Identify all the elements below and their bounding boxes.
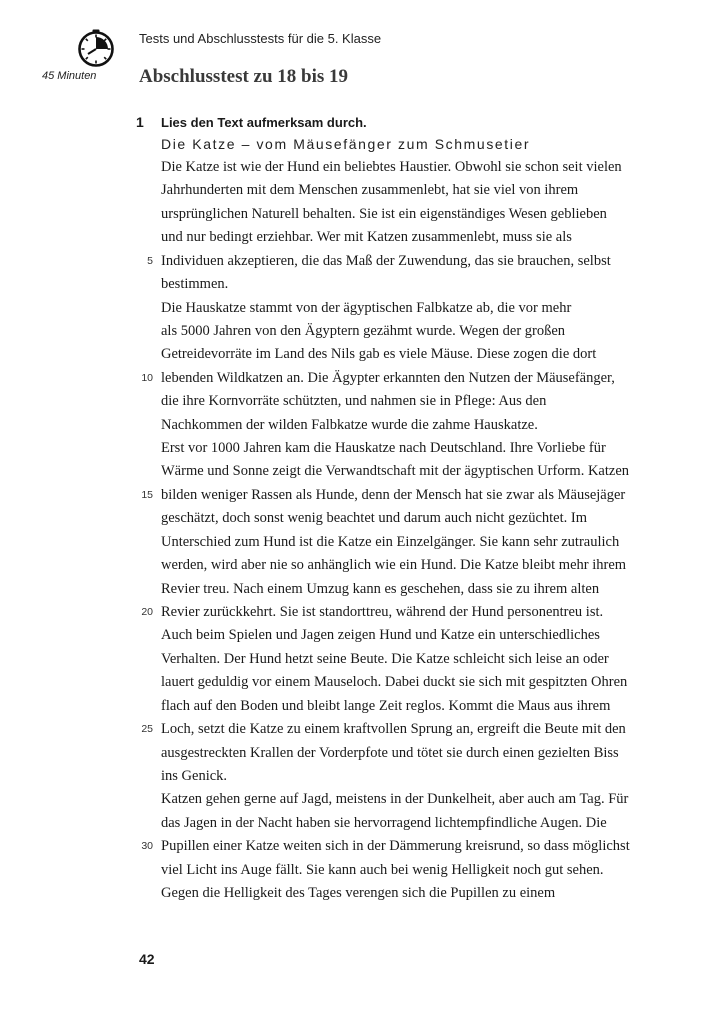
text-line	[161, 624, 691, 647]
text-line	[147, 250, 691, 273]
text-line	[141, 484, 691, 507]
text-line	[161, 671, 691, 694]
text-line	[161, 203, 691, 226]
text-title: Die Katze – vom Mäusefänger zum Schmusetier	[161, 136, 531, 152]
line-number: 10	[141, 371, 153, 384]
text-line	[161, 226, 691, 249]
line-text: Pupillen einer Katze weiten sich in der Dämmerung kreisrund, so dass möglichst	[161, 838, 630, 855]
line-text: Individuen akzeptieren, die das Maß der Zuwendung, das sie brauchen, selbst	[161, 252, 611, 269]
line-text: Wärme und Sonne zeigt die Verwandtschaft mit der ägyptischen Urform. Katzen	[161, 463, 630, 480]
line-text: lebenden Wildkatzen an. Die Ägypter erkannten den Nutzen der Mäusefänger,	[161, 369, 615, 386]
text-line	[161, 695, 691, 718]
text-line	[141, 718, 691, 741]
line-text: flach auf den Boden und bleibt lange Zeit reglos. Kommt die Maus aus ihrem	[161, 697, 611, 714]
text-line	[161, 812, 691, 835]
line-text: Die Katze ist wie der Hund ein beliebtes Haustier. Obwohl sie schon seit vielen	[161, 159, 622, 175]
line-text: als 5000 Jahren von den Ägyptern gezähmt wurde. Wegen der großen	[161, 322, 566, 339]
line-text: Getreidevorräte im Land des Nils gab es viele Mäuse. Diese zogen die dort	[161, 346, 597, 363]
text-line	[141, 601, 691, 624]
text-line	[161, 507, 691, 530]
line-number: 30	[141, 840, 153, 853]
text-line	[161, 765, 691, 788]
line-text: Auch beim Spielen und Jagen zeigen Hund und Katze ein unterschiedliches	[161, 627, 600, 644]
series-header: Tests und Abschlusstests für die 5. Klasse	[139, 31, 382, 46]
line-number: 20	[141, 606, 153, 619]
line-text: Revier zurückkehrt. Sie ist standorttreu, während der Hund personentreu ist.	[161, 604, 604, 621]
text-line	[161, 437, 691, 460]
line-text: Gegen die Helligkeit des Tages verengen sich die Pupillen zu einem	[161, 885, 556, 902]
text-line	[161, 742, 691, 765]
line-number: 15	[141, 488, 153, 501]
text-line	[161, 648, 691, 671]
line-text: Loch, setzt die Katze zu einem kraftvollen Sprung an, ergreift die Beute mit den	[161, 721, 626, 738]
line-text: Jahrhunderten mit dem Menschen zusammenlebt, hat sie viel von ihrem	[161, 182, 579, 199]
text-line	[161, 343, 691, 366]
clock-icon	[76, 28, 116, 68]
line-text: ins Genick.	[161, 767, 228, 784]
page-number: 42	[139, 951, 155, 967]
line-text: Katzen gehen gerne auf Jagd, meistens in der Dunkelheit, aber auch am Tag. Für	[161, 791, 629, 808]
text-body	[141, 156, 691, 906]
line-text: lauert geduldig vor einem Mauseloch. Dabei duckt sie sich mit gespitzten Ohren	[161, 674, 628, 691]
line-text: die ihre Kornvorräte schützten, und nahmen sie in Pflege: Aus den	[161, 393, 547, 410]
line-text: geschätzt, doch sonst wenig beachtet und darum auch nicht gezüchtet. Im	[161, 510, 587, 527]
line-text: Verhalten. Der Hund hetzt seine Beute. Die Katze schleicht sich leise an oder	[161, 650, 609, 667]
line-text: viel Licht ins Auge fällt. Sie kann auch bei wenig Helligkeit noch gut sehen.	[161, 861, 604, 878]
text-line	[161, 273, 691, 296]
line-text: Unterschied zum Hund ist die Katze ein Einzelgänger. Sie kann sehr zutraulich	[161, 533, 620, 550]
line-text: das Jagen in der Nacht haben sie hervorragend lichtempfindliche Augen. Die	[161, 814, 607, 831]
text-line	[161, 179, 691, 202]
line-number: 5	[147, 254, 153, 267]
text-line	[161, 156, 691, 179]
line-text: bestimmen.	[161, 276, 229, 293]
duration-label: 45 Minuten	[42, 70, 97, 82]
text-line	[161, 390, 691, 413]
line-text: Revier treu. Nach einem Umzug kann es geschehen, dass sie zu ihrem alten	[161, 580, 600, 597]
task-number: 1	[136, 114, 144, 130]
text-line	[161, 788, 691, 811]
line-number: 25	[141, 723, 153, 736]
line-text: ausgestreckten Krallen der Vorderpfote und tötet sie durch einen gezielten Biss	[161, 744, 619, 761]
text-line	[141, 367, 691, 390]
text-line	[161, 882, 691, 905]
text-line	[161, 578, 691, 601]
line-text: bilden weniger Rassen als Hunde, denn der Mensch hat sie zwar als Mäusejäger	[161, 486, 626, 503]
line-text: werden, wird aber nie so anhänglich wie ein Hund. Die Katze bleibt mehr ihrem	[161, 557, 627, 574]
line-text: Nachkommen der wilden Falbkatze wurde die zahme Hauskatze.	[161, 416, 538, 433]
text-line	[161, 859, 691, 882]
page-title: Abschlusstest zu 18 bis 19	[139, 66, 349, 87]
task-instruction: Lies den Text aufmerksam durch.	[161, 115, 367, 130]
text-line	[161, 414, 691, 437]
text-line	[161, 320, 691, 343]
line-text: Erst vor 1000 Jahren kam die Hauskatze nach Deutschland. Ihre Vorliebe für	[161, 440, 606, 457]
text-line	[141, 835, 691, 858]
line-text: Die Hauskatze stammt von der ägyptischen Falbkatze ab, die vor mehr	[161, 299, 572, 316]
line-text: ursprünglichen Naturell behalten. Sie ist ein eigenständiges Wesen geblieben	[161, 205, 607, 222]
text-line	[161, 460, 691, 483]
text-line	[161, 554, 691, 577]
text-line	[161, 531, 691, 554]
text-line	[161, 297, 691, 320]
line-text: und nur bedingt erziehbar. Wer mit Katzen zusammenlebt, muss sie als	[161, 229, 572, 246]
